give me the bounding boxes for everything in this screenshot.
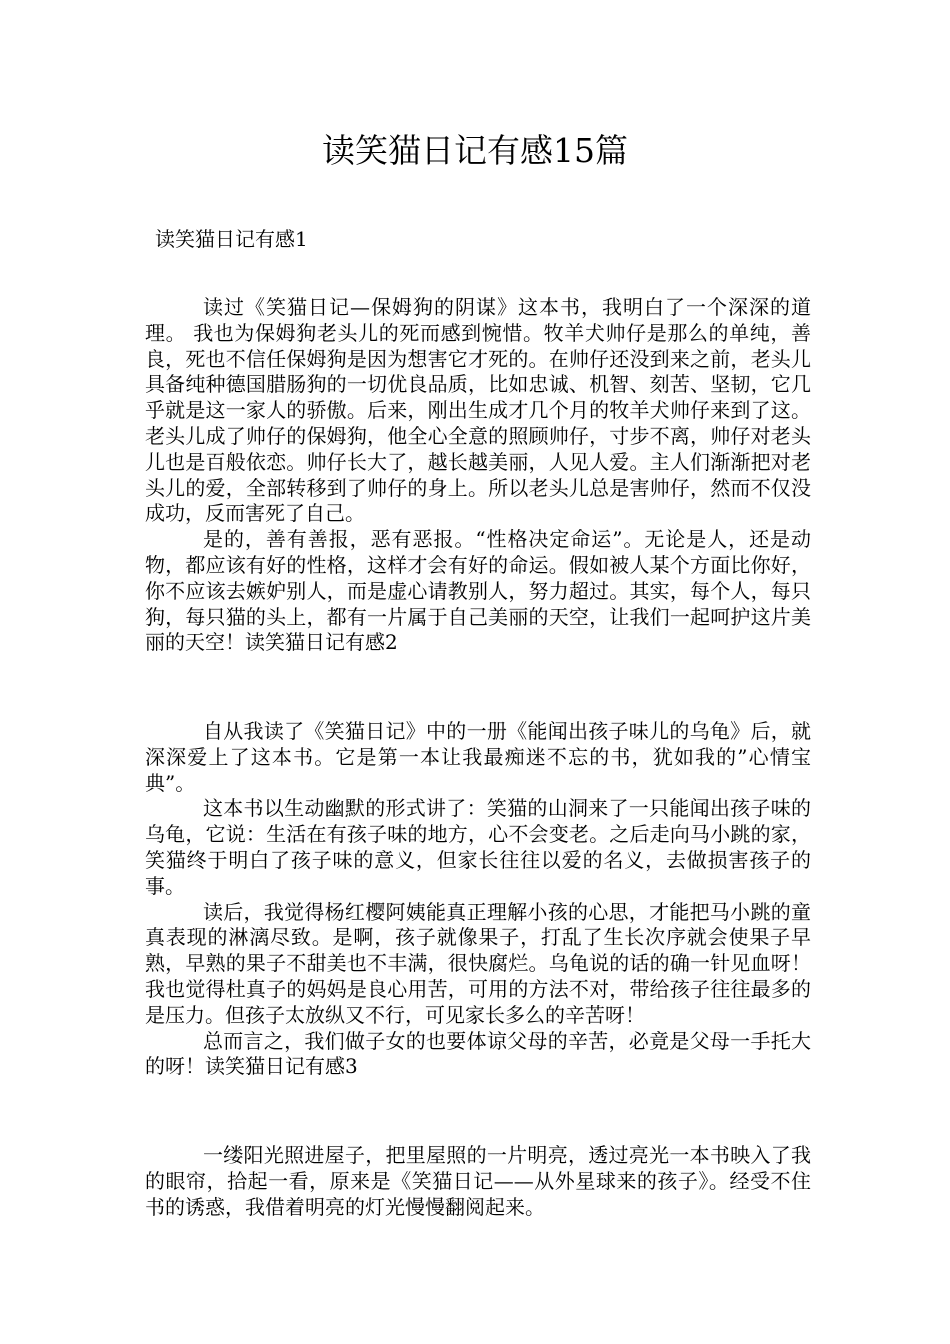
paragraph — [145, 1029, 811, 1081]
paragraph — [145, 527, 811, 656]
section-heading-2: 读笑猫日记有感2 — [245, 630, 398, 655]
section-1-body — [145, 295, 811, 656]
section-heading-3: 读笑猫日记有感3 — [205, 1054, 358, 1079]
document-title: 读笑猫日记有感15篇 — [322, 131, 628, 170]
paragraph-text: 总而言之，我们做子女的也要体谅父母的辛苦，必竟是父母一手托大的呀！ — [145, 1028, 811, 1079]
paragraph: 读过《笑猫日记—保姆狗的阴谋》这本书，我明白了一个深深的道理。 我也为保姆狗老头儿的死而感到惋惜。牧羊犬帅仔是那么的单纯，善良，死也不信任保姆狗是因为想害它才死的。在帅仔还没到来之前，老头儿具备纯种德国腊肠狗的一切优良品质，比如忠诚、机智、刻苦、坚韧，它几乎就是这一家人的骄傲。后来，刚出生成才几个月的牧羊犬帅仔来到了这。老头儿成了帅仔的保姆狗，他全心全意的照顾帅仔，寸步不离，帅仔对老头儿也是百般依恋。帅仔长大了，越长越美丽，人见人爱。主人们渐渐把对老头儿的爱，全部转移到了帅仔的身上。所以老头儿总是害帅仔，然而不仅没成功，反而害死了自己。 — [145, 295, 811, 526]
paragraph: 读后，我觉得杨红樱阿姨能真正理解小孩的心思，才能把马小跳的童真表现的淋漓尽致。是啊，孩子就像果子，打乱了生长次序就会使果子早熟，早熟的果子不甜美也不丰满，很快腐烂。乌龟说的话的确一针见血呀！我也觉得杜真子的妈妈是良心用苦，可用的方法不对，带给孩子往往最多的是压力。但孩子太放纵又不行，可见家长多么的辛苦呀！ — [145, 899, 811, 1027]
paragraph: 自从我读了《笑猫日记》中的一册《能闻出孩子味儿的乌龟》后，就深深爱上了这本书。它是第一本让我最痴迷不忘的书，犹如我的”心情宝典”。 — [145, 719, 811, 795]
paragraph: 一缕阳光照进屋子，把里屋照的一片明亮，透过亮光一本书映入了我的眼帘，拾起一看，原来是《笑猫日记——从外星球来的孩子》。经受不住书的诱惑，我借着明亮的灯光慢慢翻阅起来。 — [145, 1143, 811, 1219]
section-2-body — [145, 719, 811, 1080]
section-3-body — [145, 1143, 811, 1220]
paragraph: 这本书以生动幽默的形式讲了：笑猫的山洞来了一只能闻出孩子味的乌龟，它说：生活在有孩子味的地方，心不会变老。之后走向马小跳的家，笑猫终于明白了孩子味的意义，但家长往往以爱的名义，去做损害孩子的事。 — [145, 796, 811, 898]
section-heading-1: 读笑猫日记有感1 — [155, 227, 308, 251]
paragraph-text: 是的，善有善报，恶有恶报。“性格决定命运”。无论是人，还是动物，都应该有好的性格，这样才会有好的命运。假如被人某个方面比你好，你不应该去嫉妒别人，而是虚心请教别人，努力超过。其实，每个人，每只狗，每只猫的头上，都有一片属于自己美丽的天空，让我们一起呵护这片美丽的天空！ — [145, 527, 811, 655]
